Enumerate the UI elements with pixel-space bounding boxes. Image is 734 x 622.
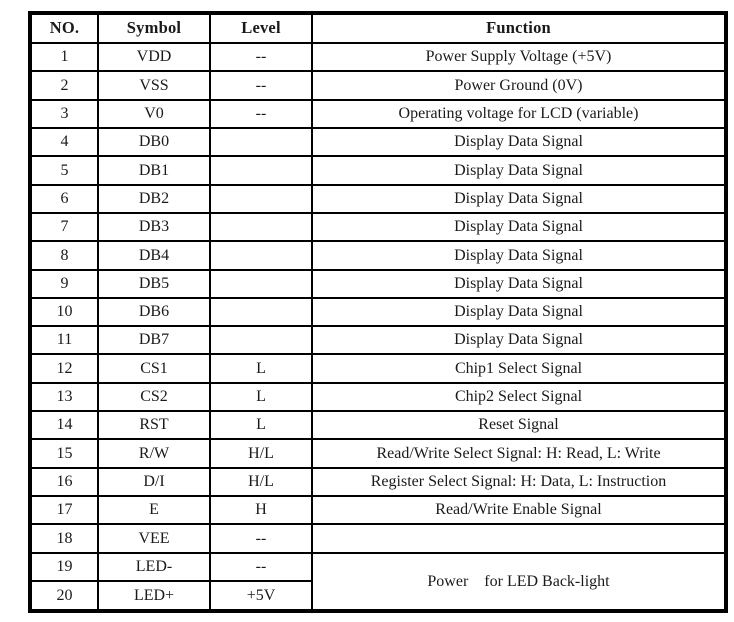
- cell-level: --: [210, 524, 312, 552]
- table-header-row: [30, 13, 726, 43]
- cell-function: Display Data Signal: [312, 213, 726, 241]
- cell-level: L: [210, 354, 312, 382]
- cell-symbol: R/W: [98, 439, 210, 467]
- cell-level: +5V: [210, 581, 312, 611]
- cell-symbol: V0: [98, 100, 210, 128]
- cell-no: 19: [30, 553, 98, 581]
- cell-level: [210, 156, 312, 184]
- cell-symbol: VDD: [98, 43, 210, 71]
- table-row: [30, 241, 726, 269]
- cell-symbol: DB1: [98, 156, 210, 184]
- cell-level: [210, 298, 312, 326]
- cell-symbol: DB7: [98, 326, 210, 354]
- cell-function: Reset Signal: [312, 411, 726, 439]
- cell-level: [210, 128, 312, 156]
- cell-symbol: E: [98, 496, 210, 524]
- cell-no: 18: [30, 524, 98, 552]
- cell-no: 6: [30, 185, 98, 213]
- table-row: [30, 156, 726, 184]
- col-header-level: Level: [210, 13, 312, 43]
- cell-level: [210, 270, 312, 298]
- table-row: [30, 496, 726, 524]
- cell-no: 10: [30, 298, 98, 326]
- table-row: [30, 128, 726, 156]
- table-row: [30, 326, 726, 354]
- cell-no: 11: [30, 326, 98, 354]
- cell-level: H/L: [210, 468, 312, 496]
- cell-symbol: DB6: [98, 298, 210, 326]
- cell-no: 5: [30, 156, 98, 184]
- table-row: [30, 468, 726, 496]
- cell-level: [210, 213, 312, 241]
- cell-no: 15: [30, 439, 98, 467]
- cell-no: 3: [30, 100, 98, 128]
- cell-function: Display Data Signal: [312, 298, 726, 326]
- cell-no: 9: [30, 270, 98, 298]
- cell-symbol: D/I: [98, 468, 210, 496]
- table-row: [30, 100, 726, 128]
- table-row: [30, 43, 726, 71]
- cell-level: [210, 326, 312, 354]
- cell-function: Power for LED Back-light: [312, 553, 726, 611]
- cell-symbol: CS2: [98, 383, 210, 411]
- cell-no: 8: [30, 241, 98, 269]
- cell-symbol: DB3: [98, 213, 210, 241]
- cell-function: Read/Write Enable Signal: [312, 496, 726, 524]
- cell-symbol: DB4: [98, 241, 210, 269]
- table-row: [30, 213, 726, 241]
- cell-function: Chip1 Select Signal: [312, 354, 726, 382]
- cell-level: --: [210, 100, 312, 128]
- cell-function: Power Ground (0V): [312, 71, 726, 99]
- cell-no: 16: [30, 468, 98, 496]
- cell-level: H/L: [210, 439, 312, 467]
- cell-symbol: LED+: [98, 581, 210, 611]
- cell-symbol: DB5: [98, 270, 210, 298]
- cell-function: Power Supply Voltage (+5V): [312, 43, 726, 71]
- cell-symbol: CS1: [98, 354, 210, 382]
- table-row: [30, 298, 726, 326]
- table-row: [30, 71, 726, 99]
- cell-function: Register Select Signal: H: Data, L: Instruction: [312, 468, 726, 496]
- cell-level: H: [210, 496, 312, 524]
- cell-no: 7: [30, 213, 98, 241]
- table-body: [30, 43, 726, 611]
- table-row: [30, 439, 726, 467]
- col-header-symbol: Symbol: [98, 13, 210, 43]
- pin-function-table: [28, 11, 728, 613]
- cell-symbol: VEE: [98, 524, 210, 552]
- table-row: [30, 383, 726, 411]
- cell-level: [210, 241, 312, 269]
- cell-no: 20: [30, 581, 98, 611]
- table-row: [30, 524, 726, 552]
- cell-level: --: [210, 71, 312, 99]
- cell-function: Display Data Signal: [312, 128, 726, 156]
- cell-symbol: VSS: [98, 71, 210, 99]
- cell-function: Display Data Signal: [312, 270, 726, 298]
- cell-level: L: [210, 411, 312, 439]
- cell-function: [312, 524, 726, 552]
- cell-no: 2: [30, 71, 98, 99]
- cell-symbol: DB2: [98, 185, 210, 213]
- table-row: [30, 411, 726, 439]
- cell-no: 1: [30, 43, 98, 71]
- cell-no: 4: [30, 128, 98, 156]
- cell-level: L: [210, 383, 312, 411]
- cell-no: 17: [30, 496, 98, 524]
- table-row: [30, 270, 726, 298]
- cell-function: Display Data Signal: [312, 185, 726, 213]
- cell-function: Display Data Signal: [312, 326, 726, 354]
- cell-no: 13: [30, 383, 98, 411]
- cell-function: Display Data Signal: [312, 156, 726, 184]
- cell-level: --: [210, 43, 312, 71]
- cell-no: 12: [30, 354, 98, 382]
- cell-function: Display Data Signal: [312, 241, 726, 269]
- cell-function: Operating voltage for LCD (variable): [312, 100, 726, 128]
- col-header-no: NO.: [30, 13, 98, 43]
- cell-function: Chip2 Select Signal: [312, 383, 726, 411]
- col-header-function: Function: [312, 13, 726, 43]
- table-row: [30, 354, 726, 382]
- table-row: [30, 185, 726, 213]
- cell-symbol: RST: [98, 411, 210, 439]
- cell-level: --: [210, 553, 312, 581]
- cell-level: [210, 185, 312, 213]
- cell-symbol: LED-: [98, 553, 210, 581]
- cell-no: 14: [30, 411, 98, 439]
- cell-function: Read/Write Select Signal: H: Read, L: Write: [312, 439, 726, 467]
- cell-symbol: DB0: [98, 128, 210, 156]
- table-row: [30, 553, 726, 581]
